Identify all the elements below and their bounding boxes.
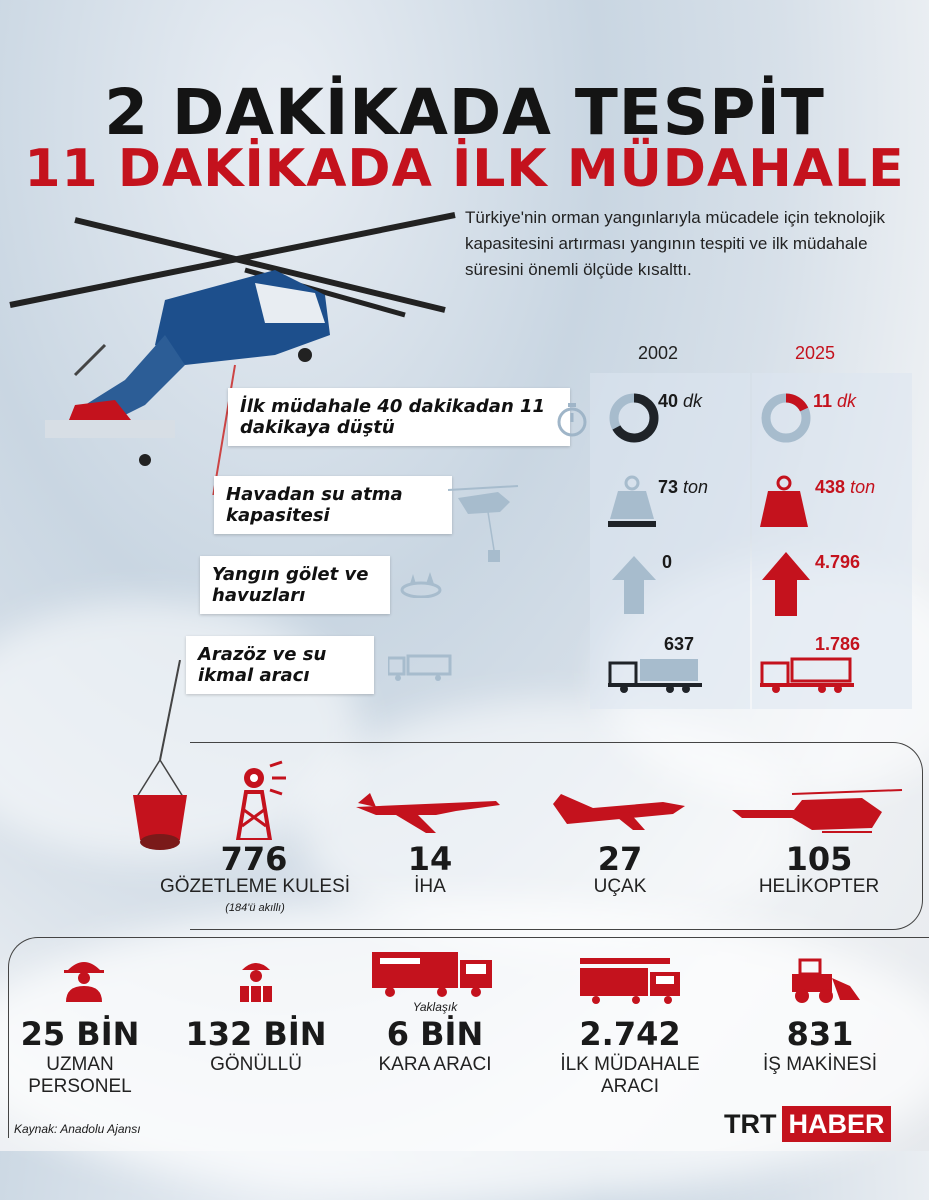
weight-icon-old xyxy=(608,475,656,529)
helicopter-icon xyxy=(732,788,904,838)
water-bucket-icon xyxy=(125,660,195,870)
brand-part-2: HABER xyxy=(782,1106,890,1142)
value-new-1: 11 dk xyxy=(813,391,857,411)
resource-value-vehicles: 6 BİN xyxy=(386,1015,484,1053)
volunteer-icon xyxy=(236,956,276,1002)
asset-label-towers: GÖZETLEME KULESİ xyxy=(159,876,351,897)
tanker-icon-old xyxy=(608,655,702,693)
comparison-label-3: Yangın gölet ve havuzları xyxy=(200,556,390,614)
stopwatch-icon xyxy=(556,400,588,438)
value-new-3: 4.796 xyxy=(815,552,861,572)
weight-icon-new xyxy=(760,475,808,529)
value-new-2: 438 ton xyxy=(815,477,876,497)
firefighter-icon xyxy=(62,956,106,1002)
comparison-label-2: Havadan su atma kapasitesi xyxy=(214,476,452,534)
resource-label-personnel-2: PERSONEL xyxy=(28,1076,132,1097)
asset-note-towers: (184'ü akıllı) xyxy=(225,902,285,914)
resource-prefix-vehicles: Yaklaşık xyxy=(412,1000,458,1014)
tanker-icon-new xyxy=(760,655,854,693)
truck-icon xyxy=(388,652,452,682)
resource-value-machines: 831 xyxy=(786,1015,854,1053)
ladder-truck-icon xyxy=(580,956,682,1004)
resource-label-first-response-2: ARACI xyxy=(600,1076,660,1097)
resource-value-volunteers: 132 BİN xyxy=(185,1015,327,1053)
resource-value-personnel: 25 BİN xyxy=(20,1015,140,1053)
watchtower-icon xyxy=(232,760,288,840)
helicopter-bucket-icon xyxy=(448,478,520,568)
intro-text: Türkiye'nin orman yangınlarıyla mücadele için teknolojik kapasitesini artırması yangının tespiti ve ilk müdahale süresini önemli ölçüde kısalttı. xyxy=(465,208,885,279)
year-new: 2025 xyxy=(795,343,836,363)
value-old-2: 73 ton xyxy=(658,477,709,497)
brand-logo xyxy=(720,1106,891,1142)
value-old-3: 0 xyxy=(662,552,673,572)
brand-part-1: TRT xyxy=(724,1109,777,1139)
year-old: 2002 xyxy=(638,343,679,363)
resource-label-vehicles: KARA ARACI xyxy=(378,1054,492,1075)
title-line-1: 2 DAKİKADA TESPİT xyxy=(104,76,825,149)
fire-truck-icon xyxy=(372,950,494,998)
comparison-label-1: İlk müdahale 40 dakikadan 11 dakikaya düştü xyxy=(228,388,570,446)
comparison-label-4: Arazöz ve su ikmal aracı xyxy=(186,636,374,694)
asset-value-uav: 14 xyxy=(407,840,453,878)
arrow-up-new xyxy=(762,552,810,616)
helicopter-illustration xyxy=(5,205,465,495)
value-new-4: 1.786 xyxy=(815,634,861,654)
title-line-2: 11 DAKİKADA İLK MÜDAHALE xyxy=(24,139,905,199)
pond-icon xyxy=(400,570,442,598)
resource-label-volunteers: GÖNÜLLÜ xyxy=(210,1054,302,1075)
resource-label-machines: İŞ MAKİNESİ xyxy=(762,1054,878,1075)
asset-value-helicopters: 105 xyxy=(785,840,853,878)
asset-label-planes: UÇAK xyxy=(593,876,647,897)
value-old-1: 40 dk xyxy=(658,391,703,411)
donut-old xyxy=(608,392,660,444)
arrow-up-old xyxy=(612,556,656,614)
drone-icon xyxy=(356,793,500,833)
value-old-4: 637 xyxy=(664,634,695,654)
resource-label-personnel-1: UZMAN xyxy=(46,1054,114,1075)
source-note: Kaynak: Anadolu Ajansı xyxy=(14,1122,141,1136)
plane-icon xyxy=(553,794,685,832)
asset-label-helicopters: HELİKOPTER xyxy=(758,876,880,897)
asset-value-towers: 776 xyxy=(220,840,288,878)
donut-new xyxy=(760,392,812,444)
resource-value-first-response: 2.742 xyxy=(579,1015,681,1053)
asset-value-planes: 27 xyxy=(597,840,643,878)
resource-label-first-response-1: İLK MÜDAHALE xyxy=(560,1054,700,1075)
excavator-icon xyxy=(788,956,860,1004)
asset-label-uav: İHA xyxy=(414,876,446,897)
